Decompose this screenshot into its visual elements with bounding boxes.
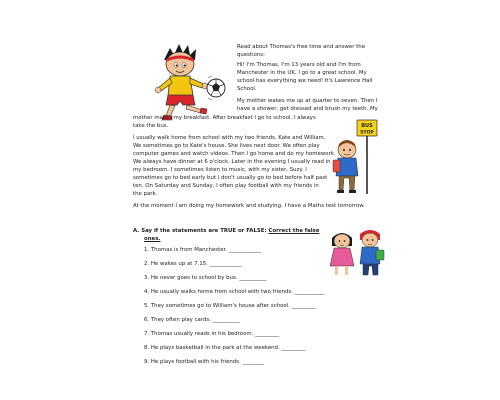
- paragraph-3-line: sometimes go to bed early but I don't usually go to bed before half past: [133, 175, 328, 181]
- paragraph-1-line: Hi! I'm Thomas. I'm 13 years old and I'm from: [237, 62, 361, 68]
- exercise-heading-underlined-2: ones.: [144, 236, 161, 242]
- paragraph-3-line: We always have dinner at 6 o'clock. Later in the evening I usually read in: [133, 159, 331, 165]
- football-icon: [207, 79, 225, 97]
- exercise-item: 6. They often play cards. __________: [144, 317, 240, 323]
- exercise-item: 4. He usually walks home from school with two friends. ___________: [144, 289, 325, 295]
- exercise-item: 8. He plays basketball in the park at the weekend. _________: [144, 345, 306, 351]
- paragraph-1-line: school has everything we need! It's Lawrence Hall: [237, 78, 373, 84]
- paragraph-3-line: my bedroom. I sometimes listen to music, with my sister, Suzy. I: [133, 167, 307, 173]
- paragraph-2-line: take the bus.: [133, 123, 169, 129]
- bus-stop-sign: [357, 120, 377, 136]
- paragraph-3-line: ten. On Saturday and Sunday, I often play football with my friends in: [133, 183, 319, 189]
- exercise-item: 3. He never goes to school by bus. __________: [144, 275, 267, 281]
- paragraph-2-line: My mother wakes me up at quarter to seven. Then I: [237, 98, 378, 104]
- paragraph-1-line: Manchester in the UK. I go to a great school. My: [237, 70, 367, 76]
- exercise-item: 7. Thomas usually reads in his bedroom. _________: [144, 331, 280, 337]
- paragraph-2-line: have a shower, get dressed and brush my teeth. My: [237, 106, 378, 112]
- exercise-item: 9. He plays football with his friends. ________: [144, 359, 265, 365]
- bus-stop-boy-illustration: [330, 118, 380, 198]
- paragraph-1-line: School.: [237, 86, 257, 92]
- exercise-heading-text: A. Say if the statements are TRUE or FALSE:: [133, 228, 269, 234]
- exercise-item: 1. Thomas is from Manchester. ____________: [144, 247, 262, 253]
- paragraph-3-line: computer games and watch videos. Then I go home and do my homework.: [133, 151, 336, 157]
- instruction-line-2: questions:: [237, 52, 265, 58]
- paragraph-4: At the moment I am doing my homework and studying. I have a Maths test tomorrow.: [133, 203, 365, 209]
- paragraph-2-line: mother makes my breakfast. After breakfast I go to school. I always: [133, 115, 316, 121]
- exercise-item: 5. They sometimes go to William's house after school. _________: [144, 303, 316, 309]
- paragraph-3-line: We sometimes go to Kate's house. She lives next door. We often play: [133, 143, 320, 149]
- two-kids-illustration: [328, 228, 386, 278]
- paragraph-3-line: the park.: [133, 191, 158, 197]
- soccer-boy-illustration: [150, 40, 230, 122]
- instruction-line-1: Read about Thomas's free time and answer the: [237, 44, 366, 50]
- exercise-heading: [133, 227, 319, 235]
- exercise-heading-underlined: Correct the false: [268, 228, 320, 234]
- bus-sign-line2: STOP: [360, 130, 374, 136]
- bus-sign-line1: BUS: [361, 123, 373, 129]
- paragraph-3-line: I usually walk home from school with my two friends, Kate and William.: [133, 135, 326, 141]
- exercise-item: 2. He wakes up at 7.15. ____________: [144, 261, 242, 267]
